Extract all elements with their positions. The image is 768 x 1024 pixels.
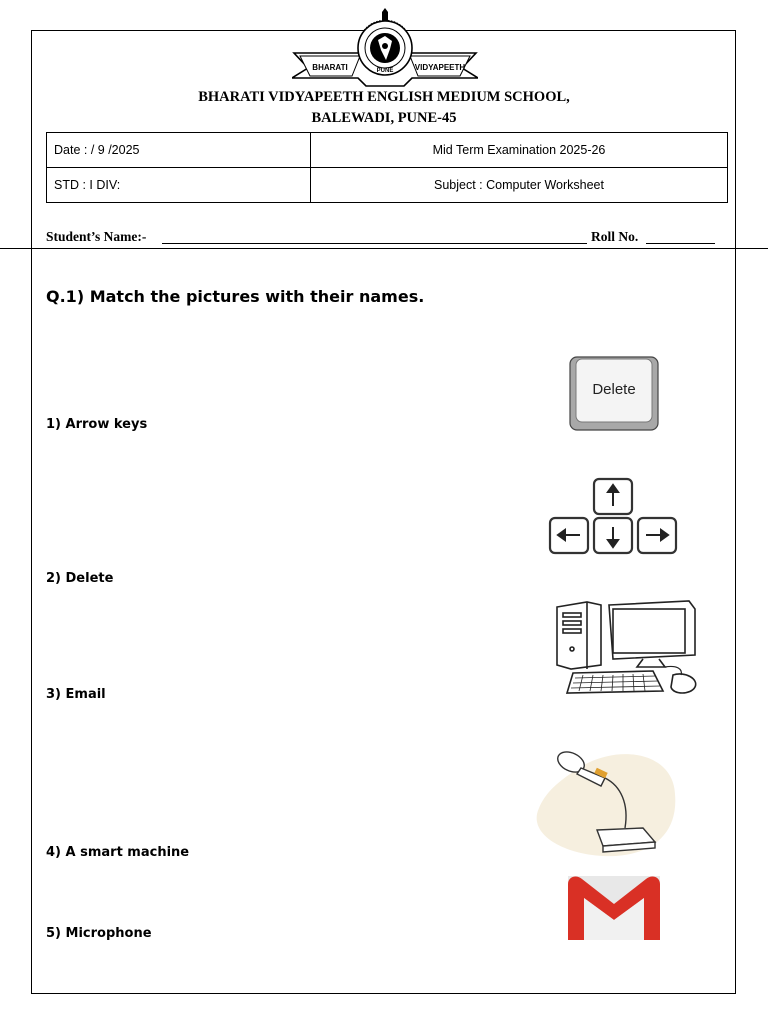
question-title: Q.1) Match the pictures with their names. bbox=[46, 287, 425, 306]
item-smart-machine: 4) A smart machine bbox=[46, 845, 190, 860]
delete-key-label: Delete bbox=[592, 381, 636, 398]
item-delete: 2) Delete bbox=[46, 571, 114, 586]
roll-no-field[interactable] bbox=[646, 243, 715, 244]
roll-no-label: Roll No. bbox=[591, 229, 639, 244]
microphone-icon bbox=[533, 744, 679, 860]
item-microphone: 5) Microphone bbox=[46, 926, 152, 941]
item-arrow-keys: 1) Arrow keys bbox=[46, 417, 148, 432]
gmail-icon bbox=[566, 874, 662, 942]
subject-cell: Subject : Computer Worksheet bbox=[311, 168, 728, 203]
item-email: 3) Email bbox=[46, 687, 106, 702]
std-div-cell: STD : I DIV: bbox=[47, 168, 311, 203]
header-table bbox=[46, 132, 728, 203]
logo-right-text: VIDYAPEETH bbox=[414, 63, 466, 72]
divider-line bbox=[0, 248, 768, 249]
computer-icon bbox=[553, 599, 701, 699]
school-address: BALEWADI, PUNE-45 bbox=[311, 110, 457, 126]
logo-city-text: PUNE bbox=[376, 68, 394, 74]
delete-key-icon bbox=[569, 356, 659, 432]
school-logo bbox=[292, 8, 478, 90]
student-name-label: Student’s Name:- bbox=[46, 229, 147, 244]
logo-left-text: BHARATI bbox=[312, 63, 348, 72]
arrow-keys-icon bbox=[548, 477, 680, 555]
date-cell: Date : / 9 /2025 bbox=[47, 133, 311, 168]
student-name-field[interactable] bbox=[162, 243, 587, 244]
school-name: BHARATI VIDYAPEETH ENGLISH MEDIUM SCHOOL, bbox=[198, 89, 570, 105]
exam-cell: Mid Term Examination 2025-26 bbox=[311, 133, 728, 168]
